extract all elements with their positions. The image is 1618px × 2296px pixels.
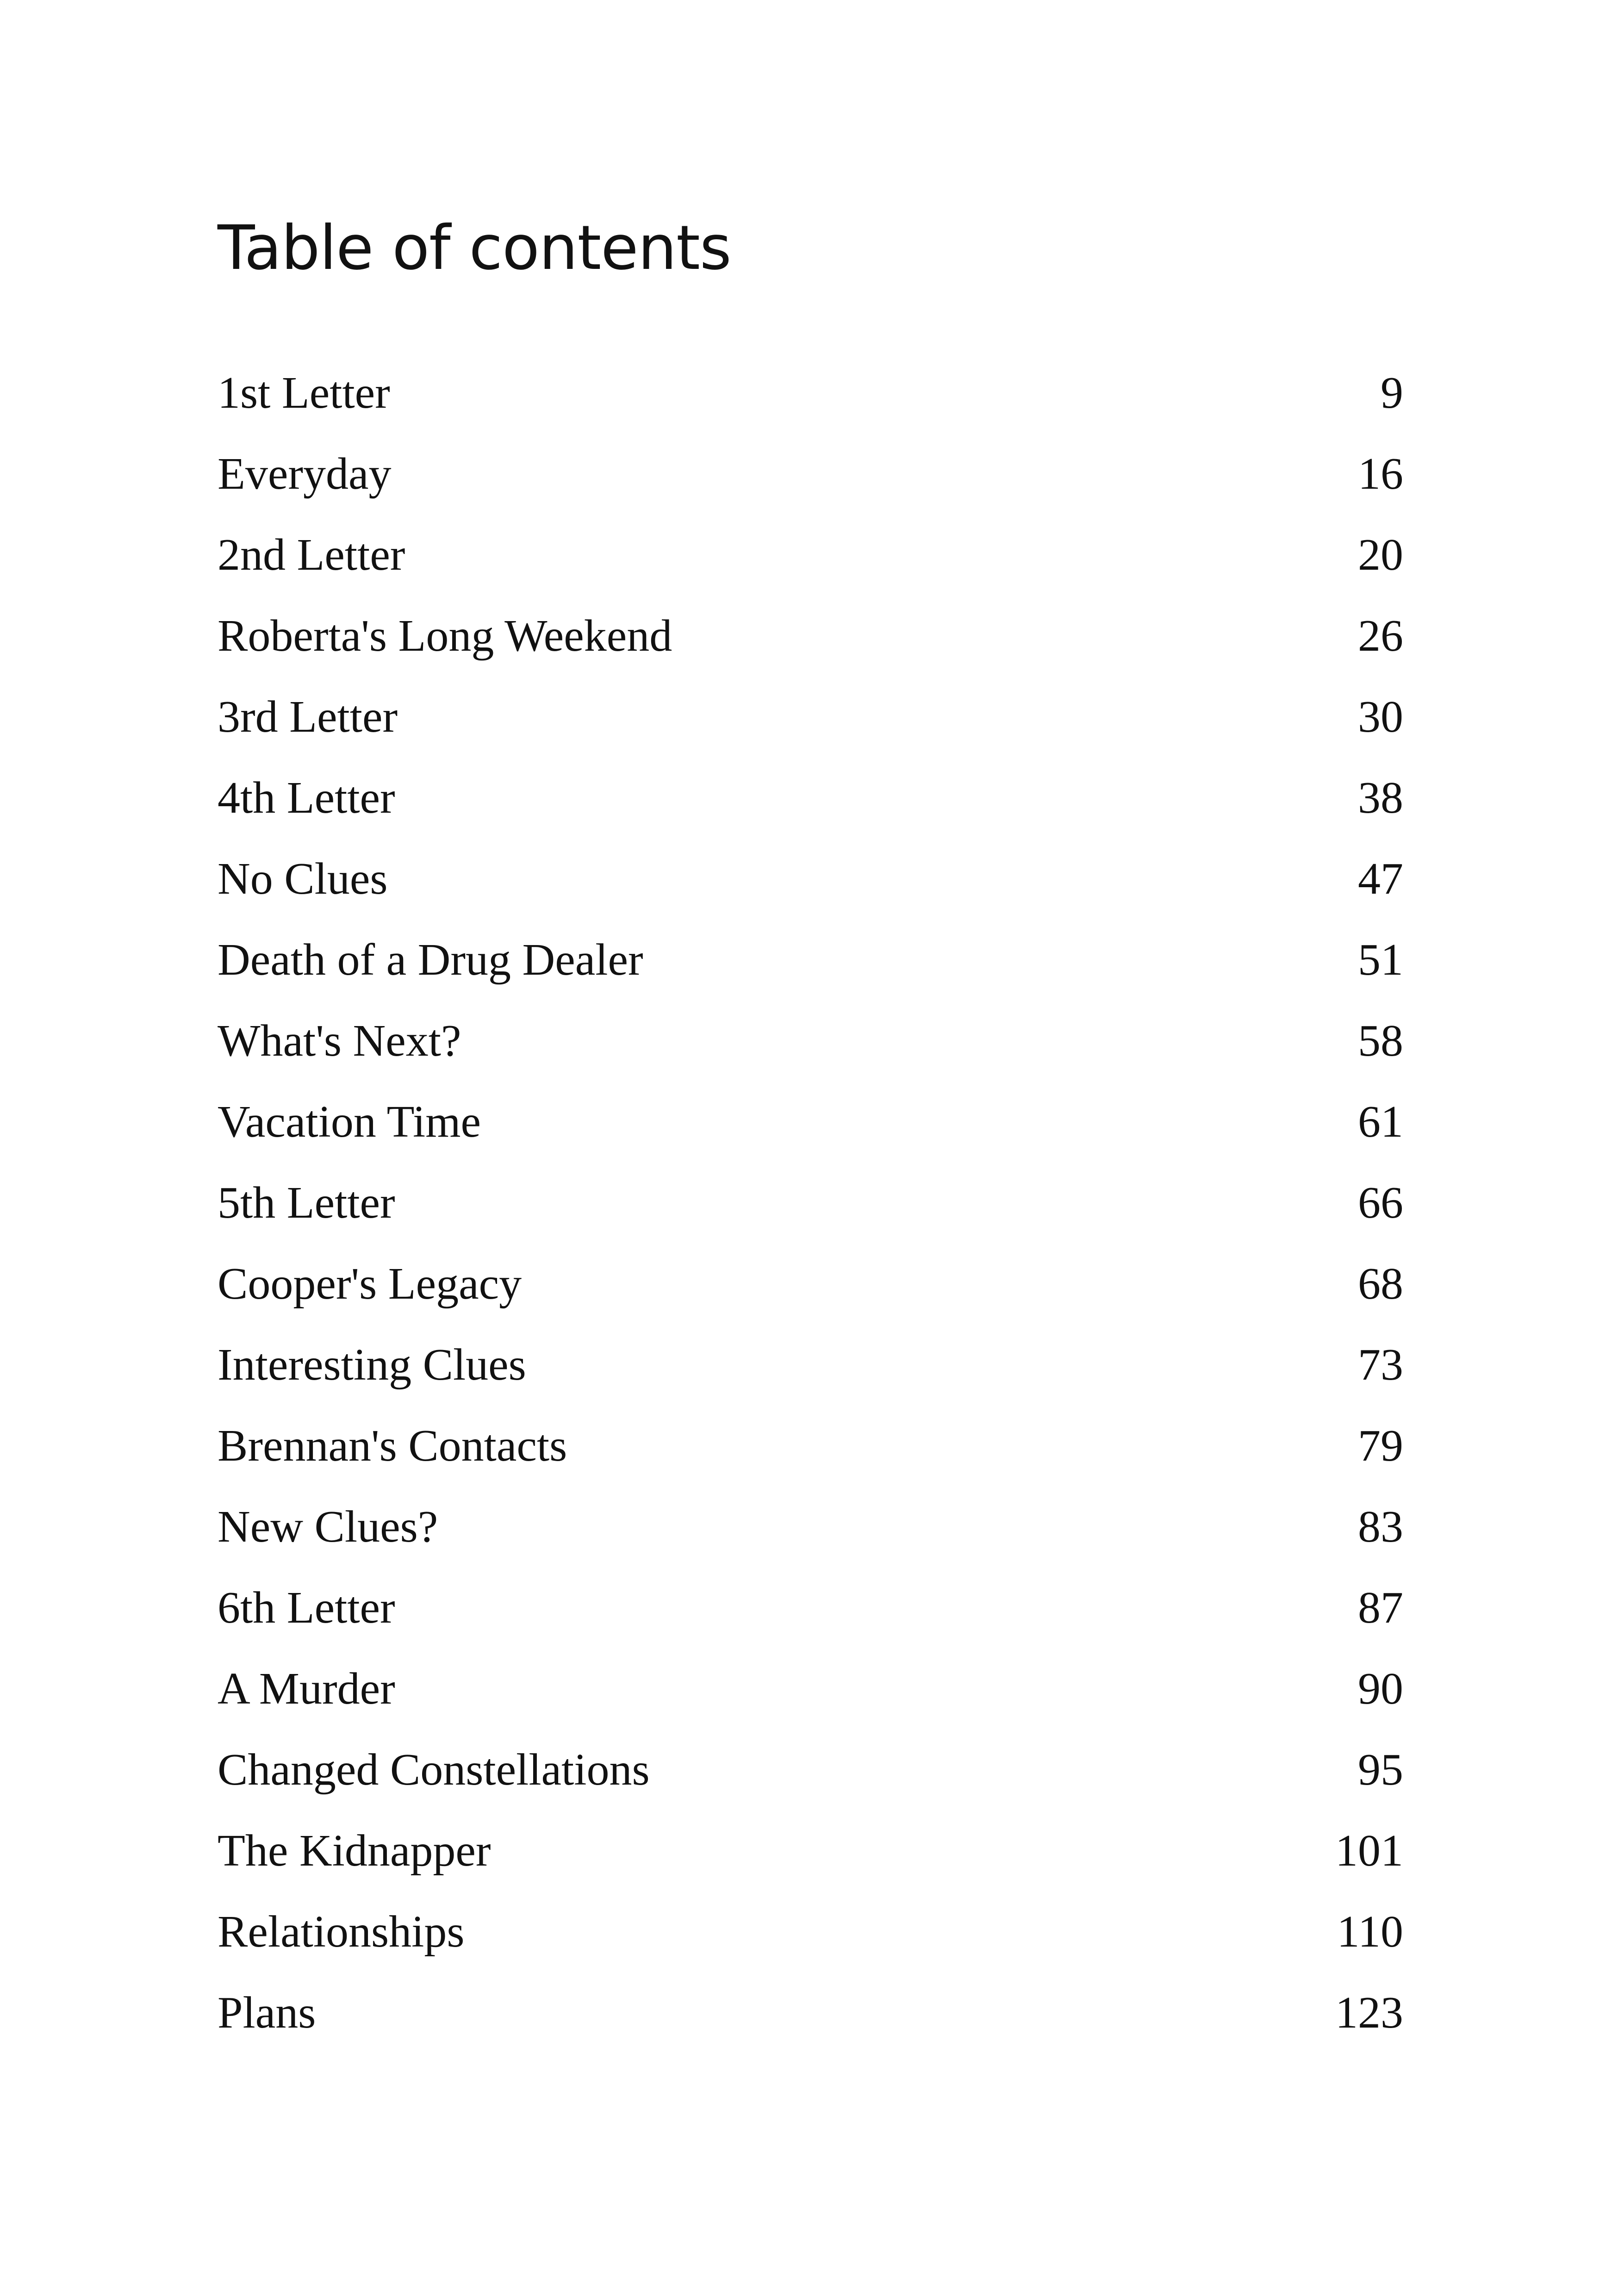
toc-entry-page-number: 58	[1358, 1016, 1403, 1066]
toc-entry-title: 6th Letter	[218, 1583, 395, 1633]
toc-entry	[218, 1423, 1403, 1504]
toc-entry-page-number: 73	[1358, 1340, 1403, 1390]
page-title: Table of contents	[218, 212, 731, 284]
toc-entry-title: Roberta's Long Weekend	[218, 611, 672, 661]
toc-entry	[218, 1585, 1403, 1666]
toc-entry-title: Cooper's Legacy	[218, 1259, 522, 1309]
toc-entry-page-number: 83	[1358, 1502, 1403, 1552]
toc-entry	[218, 370, 1403, 451]
toc-entry-title: Interesting Clues	[218, 1340, 526, 1390]
toc-entry-title: A Murder	[218, 1664, 395, 1714]
toc-entry	[218, 856, 1403, 937]
toc-entry-title: New Clues?	[218, 1502, 438, 1552]
toc-entry-title: Plans	[218, 1988, 316, 2038]
toc-entry-title: Death of a Drug Dealer	[218, 935, 643, 985]
toc-entry-title: Brennan's Contacts	[218, 1421, 567, 1471]
toc-entry	[218, 694, 1403, 775]
toc-entry-page-number: 61	[1358, 1097, 1403, 1147]
toc-entry-page-number: 66	[1358, 1178, 1403, 1228]
toc-entry-title: 2nd Letter	[218, 530, 405, 580]
toc-entry	[218, 532, 1403, 613]
toc-entry	[218, 613, 1403, 694]
toc-entry-page-number: 95	[1358, 1745, 1403, 1795]
toc-entry-page-number: 20	[1358, 530, 1403, 580]
toc-entry-title: Everyday	[218, 449, 392, 499]
toc-entry	[218, 1828, 1403, 1909]
toc-entry-title: Vacation Time	[218, 1097, 481, 1147]
toc-entry-title: No Clues	[218, 854, 388, 904]
toc-entry-title: What's Next?	[218, 1016, 461, 1066]
toc-entry-page-number: 101	[1335, 1826, 1403, 1876]
toc-entry-page-number: 26	[1358, 611, 1403, 661]
toc-entry-page-number: 79	[1358, 1421, 1403, 1471]
toc-entry-page-number: 30	[1358, 692, 1403, 742]
toc-entry-title: 5th Letter	[218, 1178, 395, 1228]
toc-entry-page-number: 51	[1358, 935, 1403, 985]
toc-entry	[218, 1180, 1403, 1261]
toc-entry-title: Relationships	[218, 1907, 465, 1957]
toc-entry	[218, 451, 1403, 532]
toc-entry	[218, 937, 1403, 1018]
toc-entry-page-number: 38	[1358, 773, 1403, 823]
toc-entry	[218, 775, 1403, 856]
toc-entry-page-number: 87	[1358, 1583, 1403, 1633]
toc-entry-page-number: 110	[1337, 1907, 1403, 1957]
toc-entry	[218, 1342, 1403, 1423]
toc-entry-title: 1st Letter	[218, 368, 390, 418]
toc-entry-page-number: 123	[1335, 1988, 1403, 2038]
toc-entry	[218, 1099, 1403, 1180]
toc-entry-page-number: 16	[1358, 449, 1403, 499]
toc-entry	[218, 1666, 1403, 1747]
toc-entry-title: The Kidnapper	[218, 1826, 491, 1876]
toc-entry	[218, 1990, 1403, 2071]
toc-entry-page-number: 9	[1381, 368, 1403, 418]
toc-entry	[218, 1909, 1403, 1990]
toc-entry	[218, 1261, 1403, 1342]
toc-entry-page-number: 47	[1358, 854, 1403, 904]
toc-entry-title: Changed Constellations	[218, 1745, 650, 1795]
toc-entry	[218, 1747, 1403, 1828]
toc-entry	[218, 1018, 1403, 1099]
toc-entry	[218, 1504, 1403, 1585]
toc-list	[218, 370, 1403, 2071]
toc-entry-title: 4th Letter	[218, 773, 395, 823]
toc-entry-page-number: 90	[1358, 1664, 1403, 1714]
toc-entry-title: 3rd Letter	[218, 692, 398, 742]
toc-entry-page-number: 68	[1358, 1259, 1403, 1309]
